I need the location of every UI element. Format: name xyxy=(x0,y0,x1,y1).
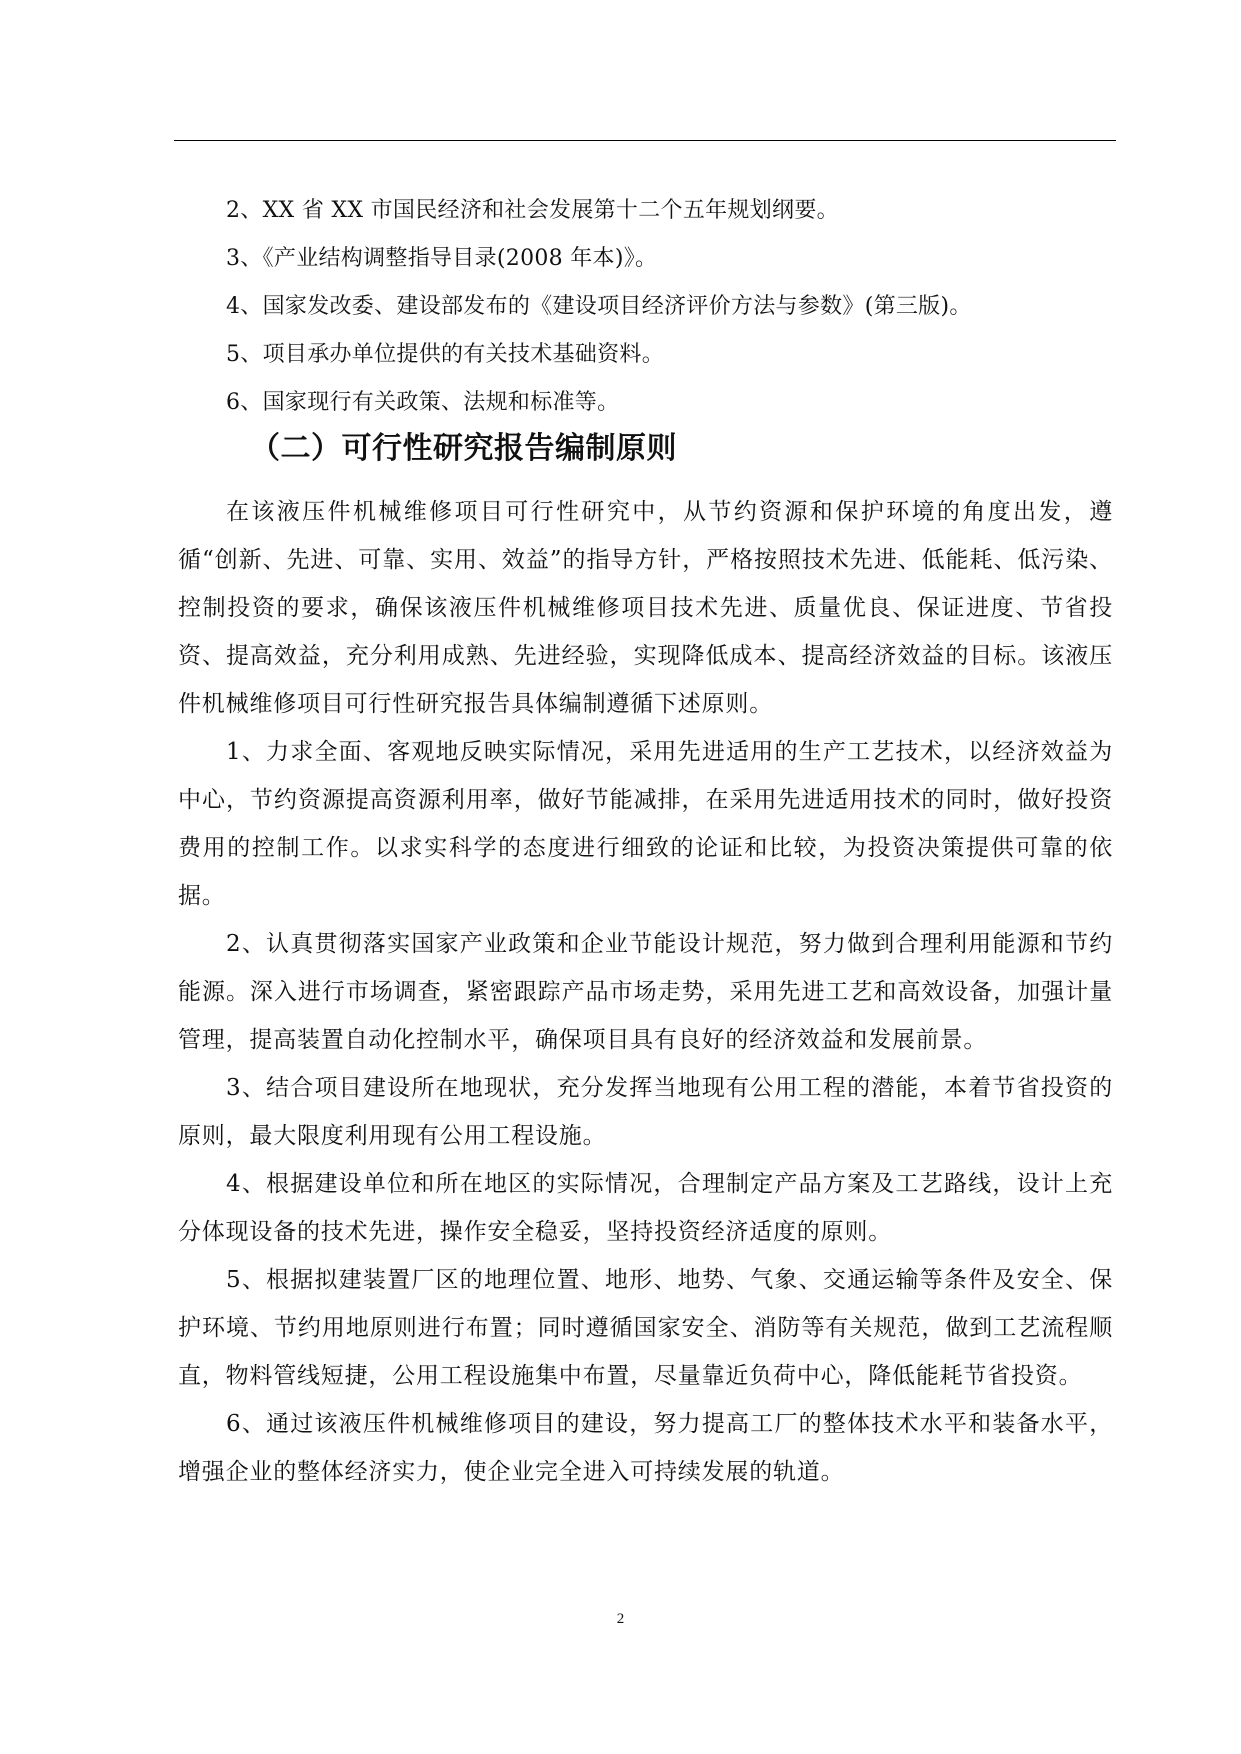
paragraph-principle-4: 4、根据建设单位和所在地区的实际情况，合理制定产品方案及工艺路线，设计上充分体现设备的技术先进，操作安全稳妥，坚持投资经济适度的原则。 xyxy=(178,1171,1113,1245)
paragraph-principle-6: 6、通过该液压件机械维修项目的建设，努力提高工厂的整体技术水平和装备水平，增强企业的整体经济实力，使企业完全进入可持续发展的轨道。 xyxy=(178,1411,1113,1485)
paragraph-intro: 在该液压件机械维修项目可行性研究中，从节约资源和保护环境的角度出发，遵循“创新、先进、可靠、实用、效益”的指导方针，严格按照技术先进、低能耗、低污染、控制投资的要求，确保该液压件机械维修项目技术先进、质量优良、保证进度、节省投资、提高效益，充分利用成熟、先进经验，实现降低成本、提高经济效益的目标。该液压件机械维修项目可行性研究报告具体编制遵循下述原则。 xyxy=(178,499,1113,717)
paragraph-principle-3: 3、结合项目建设所在地现状，充分发挥当地现有公用工程的潜能，本着节省投资的原则，最大限度利用现有公用工程设施。 xyxy=(178,1075,1113,1149)
page-content xyxy=(178,198,1113,1496)
paragraph-principle-1: 1、力求全面、客观地反映实际情况，采用先进适用的生产工艺技术，以经济效益为中心，节约资源提高资源利用率，做好节能减排，在采用先进适用技术的同时，做好投资费用的控制工作。以求实科学的态度进行细致的论证和比较，为投资决策提供可靠的依据。 xyxy=(178,739,1113,909)
paragraph-principle-2: 2、认真贯彻落实国家产业政策和企业节能设计规范，努力做到合理利用能源和节约能源。深入进行市场调查，紧密跟踪产品市场走势，采用先进工艺和高效设备，加强计量管理，提高装置自动化控制水平，确保项目具有良好的经济效益和发展前景。 xyxy=(178,931,1113,1053)
reference-item: 2、XX 省 XX 市国民经济和社会发展第十二个五年规划纲要。 xyxy=(226,198,839,223)
reference-item: 6、国家现行有关政策、法规和标准等。 xyxy=(226,390,620,415)
header-rule xyxy=(174,140,1116,141)
reference-item: 3、《产业结构调整指导目录(2008 年本)》。 xyxy=(226,246,658,271)
page-number: 2 xyxy=(616,1611,625,1627)
reference-item: 4、国家发改委、建设部发布的《建设项目经济评价方法与参数》(第三版)。 xyxy=(226,294,972,319)
paragraph-principle-5: 5、根据拟建装置厂区的地理位置、地形、地势、气象、交通运输等条件及安全、保护环境、节约用地原则进行布置；同时遵循国家安全、消防等有关规范，做到工艺流程顺直，物料管线短捷，公用工程设施集中布置，尽量靠近负荷中心，降低能耗节省投资。 xyxy=(178,1267,1113,1389)
reference-item: 5、项目承办单位提供的有关技术基础资料。 xyxy=(226,342,664,367)
section-heading: （二）可行性研究报告编制原则 xyxy=(250,431,677,466)
